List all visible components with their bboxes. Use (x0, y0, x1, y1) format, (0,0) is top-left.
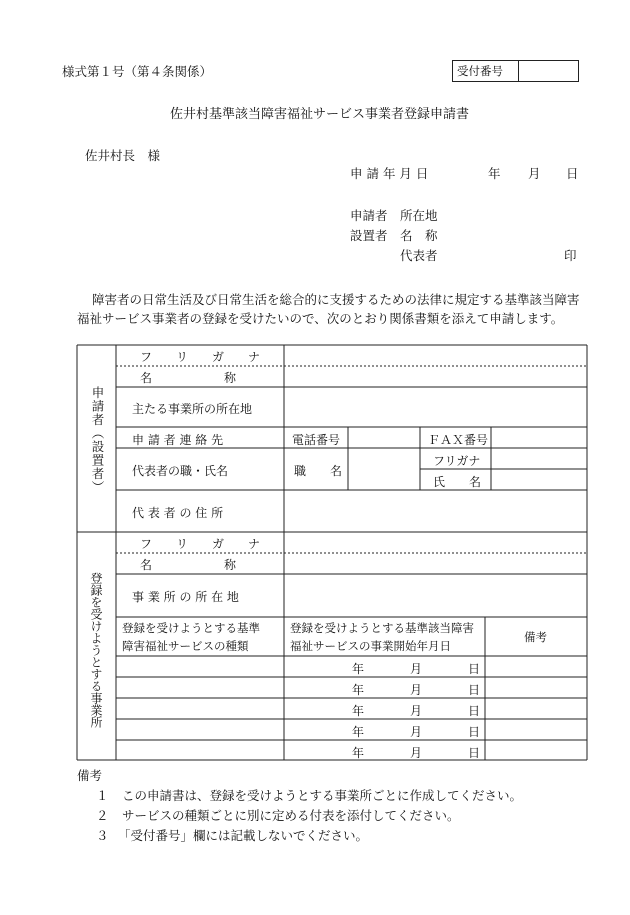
row-month: 月 (410, 746, 423, 760)
remarks-header: 備考 (524, 630, 547, 644)
seal-mark: 印 (564, 248, 577, 263)
applicant-label: 申請者 (350, 208, 388, 223)
application-date-label: 申 請 年 月 日 (350, 166, 429, 181)
receipt-number-box (452, 60, 579, 82)
fax-label: ＦＡＸ番号 (428, 433, 489, 447)
intro-text-line1: 障害者の日常生活及び日常生活を総合的に支援するための法律に規定する基準該当障害 (92, 292, 580, 307)
rep-address-label: 代 表 者 の 住 所 (132, 506, 224, 520)
row-day: 日 (468, 746, 481, 760)
row-day: 日 (468, 725, 481, 739)
office-address-label: 事 業 所 の 所 在 地 (132, 590, 239, 604)
office-name-label: 名 称 (140, 558, 237, 572)
furigana-small-label: フリガナ (433, 454, 481, 468)
person-name-label: 氏 名 (433, 475, 482, 489)
date-year: 年 (488, 166, 501, 181)
row-day: 日 (468, 704, 481, 718)
founder-label: 設置者 (350, 228, 388, 243)
contact-label: 申 請 者 連 絡 先 (132, 433, 224, 447)
phone-label: 電話番号 (292, 433, 341, 447)
form-number: 様式第１号（第４条関係） (62, 64, 213, 79)
notes-heading: 備考 (77, 768, 103, 783)
note-number: ２ (96, 808, 109, 823)
applicant-address-label: 所在地 (400, 208, 438, 223)
rep-title-name-label: 代表者の職・氏名 (132, 464, 229, 478)
row-year: 年 (352, 704, 365, 718)
row-month: 月 (410, 704, 423, 718)
row-month: 月 (410, 683, 423, 697)
date-month: 月 (528, 166, 541, 181)
main-office-address-label: 主たる事業所の所在地 (132, 402, 253, 416)
addressee: 佐井村長 様 (85, 148, 161, 163)
row-month: 月 (410, 662, 423, 676)
section-office-label: 登録を受けようとする事業所 (89, 572, 103, 728)
service-type-header-1: 登録を受けようとする基準 (122, 621, 260, 635)
row-year: 年 (352, 683, 365, 697)
start-date-header-1: 登録を受けようとする基準該当障害 (290, 621, 474, 635)
receipt-number-label: 受付番号 (453, 61, 519, 81)
date-day: 日 (566, 166, 579, 181)
note-number: ３ (96, 828, 109, 843)
row-year: 年 (352, 746, 365, 760)
note-text: 「受付番号」欄には記載しないでください。 (118, 828, 369, 843)
job-title-label: 職 名 (294, 464, 343, 478)
note-text: この申請書は、登録を受けようとする事業所ごとに作成してください。 (122, 788, 523, 803)
start-date-header-2: 福祉サービスの事業開始年月日 (290, 639, 451, 653)
applicant-name-label: 名 称 (400, 228, 438, 243)
receipt-number-field[interactable] (519, 61, 578, 81)
page-title: 佐井村基準該当障害福祉サービス事業者登録申請書 (170, 107, 470, 122)
row-day: 日 (468, 683, 481, 697)
representative-label: 代表者 (400, 248, 438, 263)
row-month: 月 (410, 725, 423, 739)
row-day: 日 (468, 662, 481, 676)
note-number: １ (96, 788, 109, 803)
row-year: 年 (352, 662, 365, 676)
office-furigana-label: フ リ ガ ナ (140, 537, 261, 551)
row-year: 年 (352, 725, 365, 739)
furigana-label: フ リ ガ ナ (140, 350, 261, 364)
intro-text-line2: 福祉サービス事業者の登録を受けたいので、次のとおり関係書類を添えて申請します。 (77, 311, 564, 326)
service-type-header-2: 障害福祉サービスの種類 (122, 639, 249, 653)
section-applicant-label: 申請者（設置者） (90, 386, 105, 494)
note-text: サービスの種類ごとに別に定める付表を添付してください。 (122, 808, 460, 823)
name-label: 名 称 (140, 371, 237, 385)
